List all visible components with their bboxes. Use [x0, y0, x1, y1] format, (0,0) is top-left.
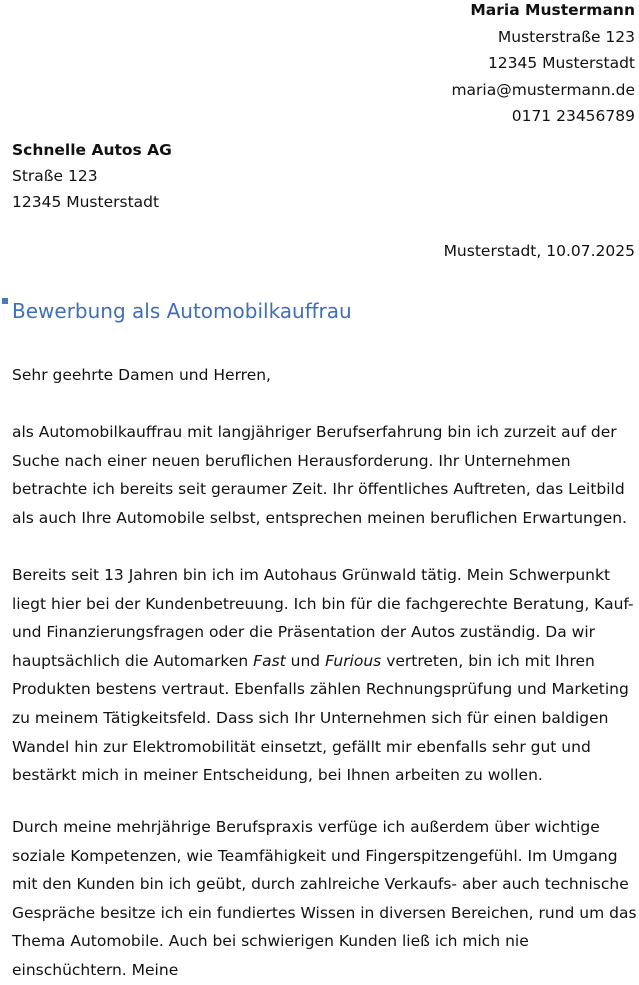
sender-email: maria@mustermann.de [451, 80, 635, 99]
brand-fast: Fast [253, 651, 286, 670]
sender-city: 12345 Musterstadt [487, 54, 635, 72]
recipient-company: Schnelle Autos AG [12, 141, 172, 159]
letter-date: Musterstadt, 10.07.2025 [443, 242, 635, 260]
sender-phone: 0171 23456789 [511, 107, 635, 125]
sender-name: Maria Mustermann [470, 1, 635, 19]
recipient-city: 12345 Musterstadt [12, 193, 160, 211]
paragraph-2-connector: und [285, 651, 326, 670]
sender-block [451, 0, 635, 133]
recipient-street: Straße 123 [12, 167, 98, 185]
paragraph-2-text-a: Bereits seit 13 Jahren bin ich im Autohaus Grünwald tätig. Mein Schwerpunkt liegt hier bei der Kundenbetreuung. Ich bin für die fachgerechte Beratung, Kauf- und Finanzierungsfragen oder die Präsentation der Autos zuständig. Da wir hauptsächlich die Automarken [12, 566, 634, 670]
salutation: Sehr geehrte Damen und Herren, [12, 366, 271, 384]
sender-street: Musterstraße 123 [497, 27, 635, 46]
brand-furious: Furious [325, 651, 382, 670]
body-paragraph-1: als Automobilkauffrau mit langjähriger Berufserfahrung bin ich zurzeit auf der Suche nach einer neuen beruflichen Herausforderung. Ihr Unternehmen betrachte ich bereits seit geraumer Zeit. Ihr öffentliches Auftreten, das Leitbild als auch Ihre Automobile selbst, entsprechen meinen beruflichen Erwartungen. [12, 423, 627, 527]
heading-marker [2, 298, 8, 304]
letter-subject: Bewerbung als Automobilkauffrau [12, 299, 352, 323]
body-paragraph-2 [12, 561, 637, 790]
body-paragraph-3: Durch meine mehrjährige Berufspraxis verfüge ich außerdem über wichtige soziale Kompetenzen, wie Teamfähigkeit und Fingerspitzengefühl. Im Umgang mit den Kunden bin ich geübt, durch zahlreiche Verkaufs- aber auch technische Gespräche besitze ich ein fundiertes Wissen in diversen Bereichen, rund um das Thema Automobile. Auch bei schwierigen Kunden ließ ich mich nie einschüchtern. Meine [12, 818, 637, 979]
recipient-block [12, 140, 172, 218]
paragraph-2-text-b: vertreten, bin ich mit Ihren Produkten bestens vertraut. Ebenfalls zählen Rechnungsprüfung und Marketing zu meinem Tätigkeitsfeld. Dass sich Ihr Unternehmen sich für einen baldigen Wandel hin zur Elektromobilität einsetzt, gefällt mir ebenfalls sehr gut und bestärkt mich in meiner Entscheidung, bei Ihnen arbeiten zu wollen. [12, 651, 629, 785]
